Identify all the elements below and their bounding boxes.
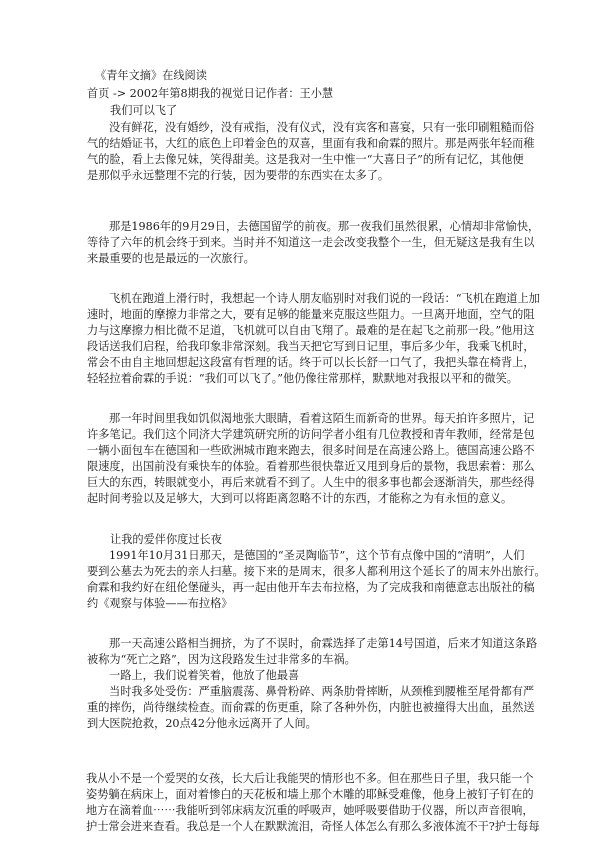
paragraph-line: 是那似乎永远整理不完的行装，因为要带的东西实在太多了。 bbox=[87, 169, 390, 182]
paragraph-line: 被称为“死亡之路”，因为这段路发生过非常多的车祸。 bbox=[87, 653, 356, 666]
paragraph-line: 当时我多处受伤：严重脑震荡、鼻骨粉碎、两条肋骨摔断，从颈椎到腰椎至尾骨都有严 bbox=[109, 685, 535, 698]
section-heading: 让我的爱伴你度过长夜 bbox=[110, 533, 222, 546]
paragraph-line: 等待了六年的机会终于到来。当时并不知道这一走会改变我整个一生，但无疑这是我有生以 bbox=[87, 236, 535, 249]
paragraph-line: 一路上，我们说着笑着，他放了他最喜 bbox=[109, 669, 300, 682]
paragraph-line: 我从小不是一个爱哭的女孩，长大后让我能哭的情形也不多。但在那些日子里，我只能一个 bbox=[86, 772, 534, 785]
paragraph-line: 常会不由自主地回想起这段富有哲理的话。终于可以长长舒一口气了，我把头靠在椅背上， bbox=[87, 356, 535, 369]
paragraph-line: 速时，地面的摩擦力非常之大，要有足够的能量来克服这些阻力。一旦离开地面，空气的阻 bbox=[87, 308, 535, 321]
paragraph-line: 重的摔伤，尚待继续检查。而俞霖的伤更重，除了各种外伤，内脏也被撞得大出血，虽然送 bbox=[87, 701, 535, 714]
paragraph-line: 到大医院抢救，20点42分他永远离开了人间。 bbox=[87, 717, 317, 730]
paragraph-line: 地方在滴着血⋯⋯我能听到邻床病友沉重的呼吸声，她呼吸要借助于仪器，所以声音很响， bbox=[86, 804, 534, 817]
paragraph-line: 护士常会进来查看。我总是一个人在默默流泪，奇怪人体怎么有那么多液体流不干?护士每每 bbox=[86, 820, 540, 833]
paragraph-line: 要到公墓去为死去的亲人扫墓。接下来的是周末，很多人都利用这个延长了的周末外出旅行。 bbox=[87, 565, 546, 578]
paragraph-line: 姿势躺在病床上，面对着惨白的天花板和墙上那个木雕的耶稣受难像，他身上被钉子钉在的 bbox=[86, 788, 534, 801]
site-title: 《青年文摘》在线阅读 bbox=[95, 69, 207, 82]
section-heading: 我们可以飞了 bbox=[110, 104, 178, 117]
paragraph-line: 限速度，出国前没有乘快车的体验。看着那些很快靠近又甩到身后的景物，我思索着：那么 bbox=[87, 460, 535, 473]
paragraph-line: 力与这摩擦力相比微不足道，飞机就可以自由飞翔了。最难的是在起飞之前那一段。”他用这 bbox=[87, 324, 535, 337]
paragraph-line: 气的结婚证书，大红的底色上印着金色的双喜，里面有我和俞霖的照片。那是两张年轻而稚 bbox=[87, 137, 535, 150]
breadcrumb-home-link[interactable]: 首页 bbox=[87, 87, 110, 100]
paragraph-line: 一辆小面包车在德国和一些欧洲城市跑来跑去，很多时间是在高速公路上。德国高速公路不 bbox=[87, 444, 535, 457]
paragraph-line: 那一年时间里我如饥似渴地张大眼睛，看着这陌生而新奇的世界。每天拍许多照片，记 bbox=[109, 412, 535, 425]
paragraph-line: 没有鲜花，没有婚纱，没有戒指，没有仪式，没有宾客和喜宴，只有一张印刷粗糙而俗 bbox=[109, 121, 535, 134]
paragraph-line: 巨大的东西，转眼就变小，再后来就看不到了。人生中的很多事也都会逐渐消失，那些经得 bbox=[87, 476, 535, 489]
paragraph-line: 来最重要的也是最远的一次旅行。 bbox=[87, 252, 255, 265]
paragraph-line: 那是1986年的9月29日，去德国留学的前夜。那一夜我们虽然很累，心情却非常愉快， bbox=[109, 220, 540, 233]
paragraph-line: 那一天高速公路相当拥挤，为了不误时，俞霖选择了走第14号国道，后来才知道这条路 bbox=[109, 637, 538, 650]
paragraph-line: 段话送我们启程，给我印象非常深刻。我当天把它写到日记里，事后多少年，我乘飞机时， bbox=[87, 340, 535, 353]
paragraph-line: 许多笔记。我们这个同济大学建筑研究所的访问学者小组有几位教授和青年教师，经常是包 bbox=[87, 428, 535, 441]
breadcrumb-separator: -> bbox=[112, 87, 127, 100]
paragraph-line: 1991年10月31日那天，是德国的“圣灵陶临节”，这个节有点像中国的“清明”，人们 bbox=[109, 549, 525, 562]
paragraph-line: 俞霖和我约好在纽伦堡碰头，再一起由他开车去布拉格，为了完成我和南德意志出版社的稿 bbox=[87, 581, 535, 594]
paragraph-line: 飞机在跑道上滑行时，我想起一个诗人朋友临别时对我们说的一段话：“飞机在跑道上加 bbox=[109, 292, 540, 305]
breadcrumb bbox=[87, 86, 333, 101]
paragraph-line: 约《观察与体验——布拉格》 bbox=[87, 597, 233, 610]
paragraph-line: 轻轻拉着俞霖的手说：“我们可以飞了。”他仍像往常那样，默默地对我报以平和的微笑。 bbox=[87, 372, 518, 385]
paragraph-line: 起时间考验以及足够大，大到可以将距离忽略不计的东西，才能称之为有永恒的意义。 bbox=[87, 492, 513, 505]
breadcrumb-article-link[interactable]: 2002年第8期我的视觉日记作者：王小慧 bbox=[129, 87, 334, 100]
paragraph-line: 气的脸，看上去像兄妹，笑得甜美。这是我对一生中惟一“大喜日子”的所有记忆，其他便 bbox=[87, 153, 524, 166]
